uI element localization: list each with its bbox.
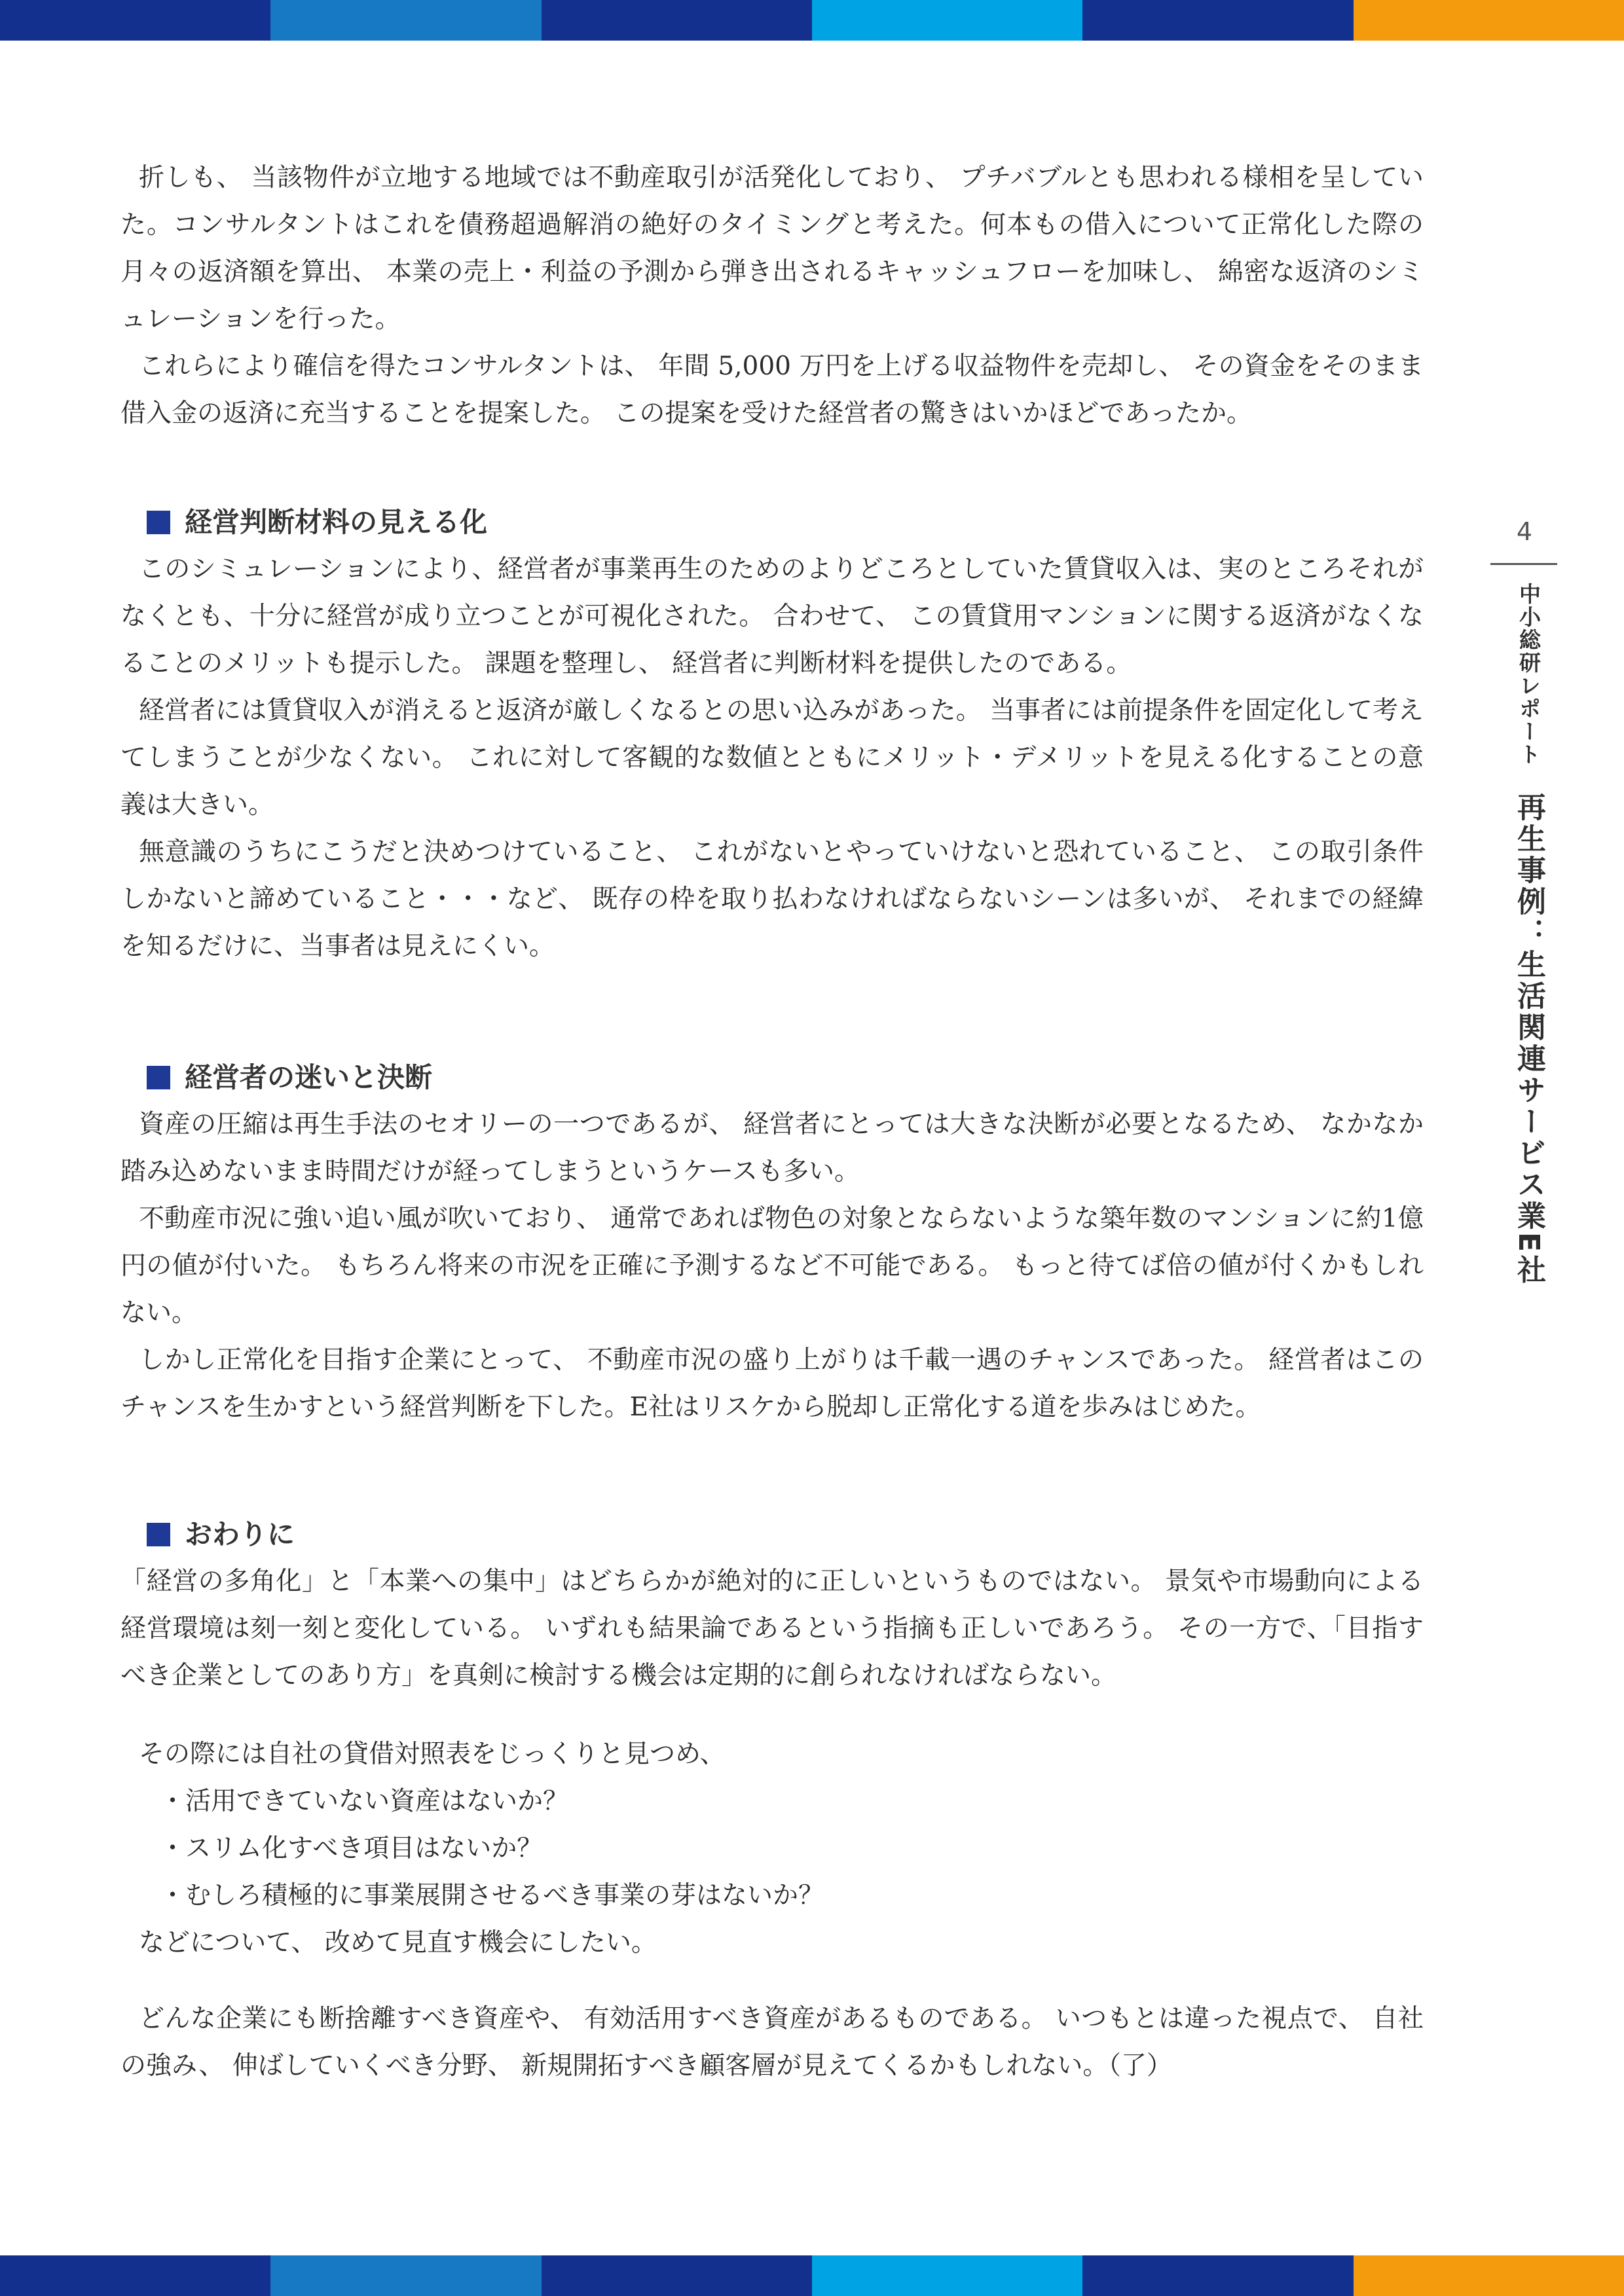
body-paragraph: 「経営の多角化」と「本業への集中」はどちらかが絶対的に正しいというものではない。 景気や市場動向による経営環境は刻一刻と変化している。 いずれも結果論であるという指摘も正しいであろう。 その一方で、「目指すべき企業としてのあり方」を真剣に検討する機会は定期的に創られなければならない。 <box>120 1567 1424 1690</box>
list-item: ・むしろ積極的に事業展開させるべき事業の芽はないか？ <box>160 1881 824 1910</box>
section-heading-text: 経営者の迷いと決断 <box>185 1061 433 1093</box>
square-bullet-icon <box>147 1523 170 1546</box>
color-segment <box>270 0 541 41</box>
body-paragraph: 経営者には賃貸収入が消えると返済が厳しくなるとの思い込みがあった。 当事者には前提条件を固定化して考えてしまうことが少なくない。 これに対して客観的な数値とともにメリット・デメリットを見える化することの意義は大きい。 <box>120 696 1424 820</box>
list-item: ・活用できていない資産はないか？ <box>160 1787 569 1816</box>
body-paragraph: 無意識のうちにこうだと決めつけていること、 これがないとやっていけないと恐れていること、 この取引条件しかないと諦めていること・・・など、 既存の枠を取り払わなければならないシーンは多いが、 それまでの経緯を知るだけに、当事者は見えにくい。 <box>120 837 1424 961</box>
main-content <box>120 155 1424 2090</box>
case-title-label: 再生事例：生活関連サービス業E社 <box>1512 792 1545 1286</box>
color-segment <box>270 2255 541 2296</box>
section-heading-text: 経営判断材料の見える化 <box>185 506 488 538</box>
section-heading-text: おわりに <box>185 1518 295 1550</box>
top-color-bar <box>0 0 1624 41</box>
section-heading <box>120 499 1424 546</box>
closing-paragraph: どんな企業にも断捨離すべき資産や、 有効活用すべき資産があるものである。 いつもとは違った視点で、 自社の強み、 伸ばしていくべき分野、 新規開拓すべき顧客層が見えてくるかもしれない。（了） <box>120 2004 1424 2081</box>
bottom-color-bar <box>0 2255 1624 2296</box>
sidebar-title <box>1502 583 1549 1286</box>
list-item: ・スリム化すべき項目はないか？ <box>160 1834 543 1863</box>
body-paragraph: 資産の圧縮は再生手法のセオリーの一つであるが、 経営者にとっては大きな決断が必要となるため、 なかなか踏み込めないまま時間だけが経ってしまうというケースも多い。 <box>120 1110 1424 1186</box>
color-segment <box>1354 0 1624 41</box>
color-segment <box>0 0 270 41</box>
color-segment <box>0 2255 270 2296</box>
intro-paragraph: これらにより確信を得たコンサルタントは、 年間 5,000 万円を上げる収益物件を売却し、 その資金をそのまま借入金の返済に充当することを提案した。 この提案を受けた経営者の驚きはいかほどであったか。 <box>120 352 1424 428</box>
section-heading <box>120 1511 1424 1558</box>
lead-text: その際には自社の貸借対照表をじっくりと見つめ、 <box>139 1740 726 1769</box>
follow-text: などについて、 改めて見直す機会にしたい。 <box>139 1928 657 1958</box>
color-segment <box>1082 0 1353 41</box>
color-segment <box>1082 2255 1353 2296</box>
color-segment <box>812 0 1082 41</box>
body-paragraph: しかし正常化を目指す企業にとって、 不動産市況の盛り上がりは千載一遇のチャンスであった。 経営者はこのチャンスを生かすという経営判断を下した。E社はリスケから脱却し正常化する道を歩みはじめた。 <box>120 1345 1424 1422</box>
section-heading <box>120 1054 1424 1101</box>
square-bullet-icon <box>147 511 170 534</box>
body-paragraph: このシミュレーションにより、経営者が事業再生のためのよりどころとしていた賃貸収入は、実のところそれがなくとも、十分に経営が成り立つことが可視化された。 合わせて、 この賃貸用マンションに関する返済がなくなることのメリットも提示した。 課題を整理し、 経営者に判断材料を提供したのである。 <box>120 555 1424 678</box>
intro-paragraph: 折しも、 当該物件が立地する地域では不動産取引が活発化しており、 プチバブルとも思われる様相を呈していた。コンサルタントはこれを債務超過解消の絶好のタイミングと考えた。何本もの借入について正常化した際の月々の返済額を算出、 本業の売上・利益の予測から弾き出されるキャッシュフローを加味し、 綿密な返済のシミュレーションを行った。 <box>120 163 1424 334</box>
square-bullet-icon <box>147 1066 170 1089</box>
page-number: 4 <box>1516 517 1533 546</box>
color-segment <box>542 2255 812 2296</box>
color-segment <box>812 2255 1082 2296</box>
body-paragraph: 不動産市況に強い追い風が吹いており、 通常であれば物色の対象とならないような築年数のマンションに約1億円の値が付いた。 もちろん将来の市況を正確に予測するなど不可能である。 もっと待てば倍の値が付くかもしれない。 <box>120 1204 1424 1328</box>
color-segment <box>542 0 812 41</box>
color-segment <box>1354 2255 1624 2296</box>
report-series-label: 中小総研レポート <box>1516 583 1541 766</box>
page-number-rule <box>1490 563 1557 565</box>
